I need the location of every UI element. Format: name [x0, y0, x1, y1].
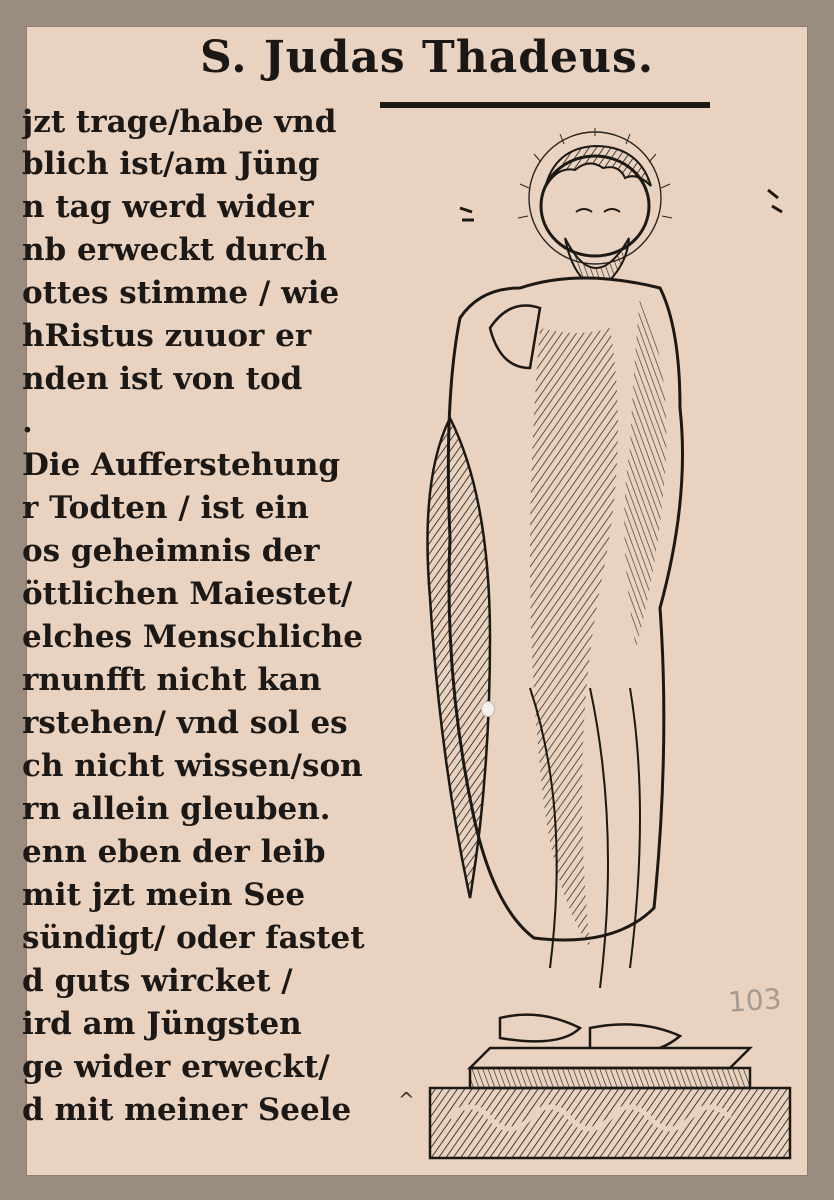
text-line: rstehen/ vnd sol es: [22, 705, 348, 741]
pencil-annotation: 103: [726, 982, 783, 1019]
page-title: S. Judas Thadeus.: [200, 32, 655, 83]
pin-hole: [482, 702, 494, 716]
text-line: jzt trage/habe vnd: [22, 104, 337, 140]
text-line: mit jzt mein See: [22, 877, 306, 913]
text-line: .: [22, 404, 33, 440]
text-line: rnunfft nicht kan: [22, 662, 322, 698]
text-line: ge wider erweckt/: [22, 1049, 330, 1085]
text-line: öttlichen Maiestet/: [22, 576, 353, 612]
text-line: sündigt/ oder fastet: [22, 920, 365, 956]
title-rule: [380, 102, 710, 108]
text-line: nb erweckt durch: [22, 232, 327, 268]
text-line: enn eben der leib: [22, 834, 326, 870]
text-column: [22, 102, 374, 1162]
text-line: ird am Jüngsten: [22, 1006, 302, 1042]
caret-mark: ^: [398, 1088, 415, 1112]
text-line: n tag werd wider: [22, 189, 314, 225]
text-line: ch nicht wissen/son: [22, 748, 363, 784]
text-line: hRistus zuuor er: [22, 318, 312, 354]
text-line: r Todten / ist ein: [22, 490, 309, 526]
head: [541, 146, 651, 290]
saint-woodcut-illustration: [390, 128, 810, 1178]
robe: [428, 278, 683, 988]
text-line: d mit meiner Seele: [22, 1092, 352, 1128]
pedestal: [430, 1048, 790, 1158]
text-line: rn allein gleuben.: [22, 791, 331, 827]
text-line: nden ist von tod: [22, 361, 303, 397]
text-line: os geheimnis der: [22, 533, 320, 569]
text-line: Die Aufferstehung: [22, 447, 341, 483]
text-line: d guts wircket /: [22, 963, 293, 999]
text-line: blich ist/am Jüng: [22, 146, 320, 182]
text-line: ottes stimme / wie: [22, 275, 340, 311]
text-line: elches Menschliche: [22, 619, 364, 655]
